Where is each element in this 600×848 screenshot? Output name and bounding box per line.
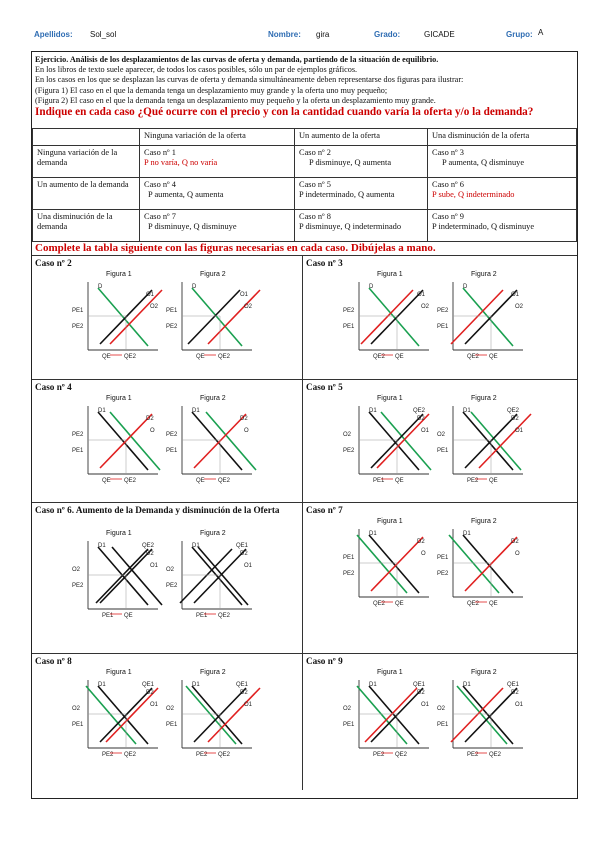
graph-label-pe2: PE2 — [467, 752, 479, 758]
case-result: P disminuye, Q aumenta — [309, 158, 392, 167]
case-figure-cell — [303, 255, 577, 379]
case-figure-title: Caso nº 7 — [306, 505, 343, 515]
supply-curve — [451, 688, 503, 742]
case-cell[interactable] — [295, 146, 428, 178]
graph-label-d2: D2 — [511, 690, 519, 696]
case-cell[interactable] — [140, 210, 295, 242]
graph-label-pe2: PE2 — [373, 752, 385, 758]
graph-label-o1: O1 — [417, 292, 426, 298]
case-figure-title: Caso nº 4 — [35, 382, 72, 392]
figure-title: Figura 2 — [471, 395, 497, 402]
case-cell[interactable] — [140, 146, 295, 178]
apellidos-label: Apellidos: — [34, 30, 73, 39]
graph-label-qe2: QE2 — [124, 752, 137, 758]
graph-label-d: D — [369, 284, 374, 290]
graph-label-pe1: PE1 — [102, 613, 114, 619]
graph-label-qe: QE — [124, 613, 133, 619]
supply-curve — [188, 290, 240, 344]
graph-label-qe2: QE2 — [124, 478, 137, 484]
graph-label-qe2: QE2 — [373, 354, 386, 360]
case-figures-svg — [32, 654, 303, 791]
graph-label-qe1: QE1 — [236, 682, 249, 688]
case-figures-svg — [303, 256, 577, 380]
case-cell[interactable] — [295, 210, 428, 242]
graph-label-qe: QE — [102, 354, 111, 360]
graph-label-qe2: QE2 — [218, 354, 231, 360]
table-header-row — [33, 129, 577, 146]
graph-label-o: O — [244, 428, 249, 434]
graph-label-qe2: QE2 — [142, 543, 155, 549]
figure-2 — [166, 271, 260, 360]
grupo-value[interactable]: A — [538, 28, 544, 37]
figure-title: Figura 1 — [106, 271, 132, 278]
case-number: Caso nº 1 — [144, 148, 176, 157]
case-figure-title: Caso nº 5 — [306, 382, 343, 392]
figure-1 — [72, 669, 159, 758]
graph-label-d1: D1 — [192, 682, 200, 688]
graph-label-o1: O1 — [150, 702, 159, 708]
exercise-title: Ejercicio. Análisis de los desplazamientos de las curvas de oferta y demanda, partiendo de la situación de equilibrio. — [35, 55, 439, 64]
question-line — [35, 106, 575, 119]
graph-label-pe1: PE1 — [72, 308, 84, 314]
figure-title: Figura 1 — [106, 669, 132, 676]
graph-label-d1: D1 — [463, 682, 471, 688]
figure-title: Figura 2 — [200, 530, 226, 537]
case-number: Caso nº 6 — [432, 180, 464, 189]
figure-1 — [72, 271, 162, 360]
graph-label-pe2: PE2 — [343, 308, 355, 314]
case-cell[interactable] — [140, 178, 295, 210]
graph-label-qe2: QE2 — [467, 601, 480, 607]
graph-label-pe1: PE1 — [437, 448, 449, 454]
case-figure-cell — [32, 255, 303, 379]
graph-label-d1: D1 — [369, 531, 377, 537]
graph-label-qe2: QE2 — [507, 408, 520, 414]
graph-label-o1: O1 — [421, 428, 430, 434]
graph-label-pe1: PE1 — [343, 722, 355, 728]
graph-label-o2: O2 — [437, 706, 446, 712]
graph-label-o2: O2 — [244, 304, 253, 310]
graph-label-o2: O2 — [343, 706, 352, 712]
nombre-value[interactable]: gira — [316, 30, 330, 39]
figure-2 — [437, 518, 523, 607]
figure-2 — [166, 530, 253, 619]
graph-label-pe1: PE1 — [343, 555, 355, 561]
graph-label-o1: O1 — [240, 292, 249, 298]
supply-curve — [377, 414, 429, 468]
table-header-cell: Una disminución de la oferta — [428, 129, 577, 146]
figure-1 — [72, 530, 162, 619]
graph-label-pe1: PE1 — [343, 324, 355, 330]
graph-label-qe: QE — [395, 478, 404, 484]
case-figure-cell — [303, 502, 577, 653]
case-number: Caso nº 3 — [432, 148, 464, 157]
grado-label: Grado: — [374, 30, 401, 39]
graph-label-qe2: QE2 — [395, 752, 408, 758]
figure-2 — [437, 395, 531, 484]
figure-2 — [437, 669, 524, 758]
apellidos-value[interactable]: Sol_sol — [90, 30, 117, 39]
graph-label-pe2: PE2 — [72, 324, 84, 330]
graph-label-pe2: PE2 — [437, 308, 449, 314]
case-figure-cell — [32, 502, 303, 653]
case-figures-svg — [303, 380, 577, 503]
graph-label-qe1: QE1 — [236, 543, 249, 549]
question-a: Indique en cada caso — [35, 106, 138, 119]
graph-label-d1: D1 — [98, 543, 106, 549]
graph-label-qe2: QE2 — [218, 478, 231, 484]
graph-label-qe2: QE2 — [373, 601, 386, 607]
supply-curve — [110, 290, 162, 344]
case-cell[interactable] — [295, 178, 428, 210]
case-figures-svg — [32, 503, 303, 654]
graph-label-pe2: PE2 — [166, 324, 178, 330]
figure-title: Figura 1 — [377, 271, 403, 278]
case-number: Caso nº 8 — [299, 212, 331, 221]
graph-label-o2: O2 — [437, 432, 446, 438]
graph-label-d2: D2 — [146, 690, 154, 696]
graph-label-d2: D2 — [511, 539, 519, 545]
case-figure-title: Caso nº 9 — [306, 656, 343, 666]
figure-1 — [343, 518, 429, 607]
case-number: Caso nº 9 — [432, 212, 464, 221]
case-figure-cell — [303, 379, 577, 502]
case-figure-title: Caso nº 2 — [35, 258, 72, 268]
graph-label-d: D — [463, 284, 468, 290]
exercise-frame — [31, 51, 578, 799]
figure-title: Figura 2 — [200, 271, 226, 278]
case-result: P sube, Q indeterminado — [432, 190, 515, 199]
figure-title: Figura 2 — [200, 395, 226, 402]
table-row — [33, 146, 577, 178]
intro-line: En los casos en los que se desplazan las curvas de oferta y demanda simultáneamente deben representarse dos figuras para ilustrar: — [35, 75, 464, 85]
graph-label-d2: D2 — [146, 416, 154, 422]
figure-2 — [166, 669, 260, 758]
demand-curve — [186, 686, 236, 744]
row-label: Un aumento de la demanda — [33, 178, 140, 210]
graph-label-d1: D1 — [98, 408, 106, 414]
figure-title: Figura 1 — [377, 395, 403, 402]
graph-label-d1: D1 — [369, 408, 377, 414]
graph-label-d2: D2 — [240, 551, 248, 557]
graph-label-o1: O1 — [244, 702, 253, 708]
graph-label-o2: O2 — [421, 304, 430, 310]
graph-label-o1: O1 — [511, 292, 520, 298]
graph-label-o: O — [150, 428, 155, 434]
graph-label-d1: D1 — [369, 682, 377, 688]
graph-label-d2: D2 — [417, 416, 425, 422]
case-figures-svg — [32, 380, 303, 503]
case-figure-title: Caso nº 8 — [35, 656, 72, 666]
case-result: P aumenta, Q aumenta — [148, 190, 224, 199]
graph-label-qe1: QE1 — [142, 682, 155, 688]
graph-label-d: D — [98, 284, 103, 290]
case-result: P disminuye, Q disminuye — [148, 222, 237, 231]
graph-label-pe2: PE2 — [72, 583, 84, 589]
question-b: ¿Qué ocurre con el precio y con la cantidad cuando varía la oferta y/o la demanda? — [137, 106, 534, 119]
figure-title: Figura 2 — [471, 271, 497, 278]
figure-1 — [72, 395, 160, 484]
table-row — [33, 210, 577, 242]
demand-curve — [86, 686, 136, 744]
demand-curve — [457, 686, 507, 744]
table-header-cell: Un aumento de la oferta — [295, 129, 428, 146]
case-figure-cell — [32, 379, 303, 502]
graph-label-pe1: PE1 — [166, 448, 178, 454]
graph-label-qe2: QE2 — [218, 613, 231, 619]
graph-label-qe: QE — [489, 601, 498, 607]
case-number: Caso nº 7 — [144, 212, 176, 221]
graph-label-o1: O1 — [515, 428, 524, 434]
table-header-cell: Ninguna variación de la oferta — [140, 129, 295, 146]
graph-label-o2: O2 — [515, 304, 524, 310]
graph-label-qe: QE — [489, 354, 498, 360]
graph-label-d: D — [192, 284, 197, 290]
case-number: Caso nº 2 — [299, 148, 331, 157]
figure-title: Figura 1 — [377, 518, 403, 525]
graph-label-pe1: PE1 — [437, 555, 449, 561]
graph-label-o2: O2 — [343, 432, 352, 438]
figure-title: Figura 1 — [106, 530, 132, 537]
graph-label-o2: O2 — [150, 304, 159, 310]
figure-title: Figura 2 — [471, 669, 497, 676]
case-figure-cell — [303, 653, 577, 790]
figure-title: Figura 1 — [377, 669, 403, 676]
graph-label-d2: D2 — [240, 690, 248, 696]
case-result: P indeterminado, Q disminuye — [432, 222, 535, 231]
graph-label-o1: O1 — [515, 702, 524, 708]
demand-curve — [357, 535, 407, 593]
case-figure-title: Caso nº 3 — [306, 258, 343, 268]
graph-label-o: O — [515, 551, 520, 557]
figure-1 — [343, 395, 431, 484]
intro-block — [35, 55, 575, 119]
case-cell[interactable] — [428, 178, 577, 210]
graph-label-d1: D1 — [192, 543, 200, 549]
case-result: P aumenta, Q disminuye — [442, 158, 525, 167]
graph-label-qe: QE — [196, 478, 205, 484]
graph-label-o: O — [421, 551, 426, 557]
graph-label-d1: D1 — [463, 531, 471, 537]
graph-label-d2: D2 — [146, 551, 154, 557]
demand-curve — [357, 686, 407, 744]
graph-label-pe1: PE1 — [166, 308, 178, 314]
graph-label-pe1: PE1 — [373, 478, 385, 484]
case-number: Caso nº 4 — [144, 180, 176, 189]
figure-title: Figura 2 — [471, 518, 497, 525]
graph-label-pe2: PE2 — [166, 583, 178, 589]
figure-2 — [437, 271, 524, 360]
intro-line: (Figura 1) El caso en el que la demanda tenga un desplazamiento muy grande y la oferta uno muy pequeño; — [35, 85, 388, 95]
graph-label-qe: QE — [395, 601, 404, 607]
graph-label-pe2: PE2 — [467, 478, 479, 484]
case-number: Caso nº 5 — [299, 180, 331, 189]
graph-label-qe2: QE2 — [489, 752, 502, 758]
graph-label-qe2: QE2 — [467, 354, 480, 360]
row-label: Ninguna variación de la demanda — [33, 146, 140, 178]
case-figures-svg — [303, 503, 577, 654]
complete-instruction: Complete la tabla siguiente con las figuras necesarias en cada caso. Dibújelas a mano. — [35, 242, 436, 254]
graph-label-pe2: PE2 — [166, 432, 178, 438]
table-header-cell — [33, 129, 140, 146]
nombre-label: Nombre: — [268, 30, 301, 39]
graph-label-qe1: QE1 — [413, 682, 426, 688]
supply-curve — [106, 688, 158, 742]
table-row — [33, 178, 577, 210]
graph-label-pe1: PE1 — [196, 613, 208, 619]
cases-table — [32, 128, 577, 242]
supply-curve — [361, 290, 413, 344]
graph-label-o2: O2 — [72, 706, 81, 712]
graph-label-d1: D1 — [98, 682, 106, 688]
graph-label-o2: O2 — [72, 567, 81, 573]
graph-label-pe2: PE2 — [343, 448, 355, 454]
graph-label-qe2: QE2 — [124, 354, 137, 360]
graph-label-d2: D2 — [511, 416, 519, 422]
student-header — [34, 30, 574, 44]
case-figures-svg — [303, 654, 577, 791]
graph-label-d2: D2 — [417, 539, 425, 545]
graph-label-qe: QE — [196, 354, 205, 360]
graph-label-d2: D2 — [240, 416, 248, 422]
graph-label-d2: D2 — [417, 690, 425, 696]
graph-label-pe2: PE2 — [72, 432, 84, 438]
case-result: P indeterminado, Q aumenta — [299, 190, 395, 199]
case-figure-title: Caso nº 6. Aumento de la Demanda y disminución de la Oferta — [35, 505, 280, 515]
demand-curve — [112, 547, 162, 605]
graph-label-o1: O1 — [421, 702, 430, 708]
graph-label-pe2: PE2 — [437, 571, 449, 577]
graph-label-pe1: PE1 — [166, 722, 178, 728]
case-cell[interactable] — [428, 146, 577, 178]
graph-label-d1: D1 — [192, 408, 200, 414]
graph-label-pe1: PE1 — [72, 722, 84, 728]
demand-curve — [206, 412, 256, 470]
graph-label-pe2: PE2 — [343, 571, 355, 577]
figure-1 — [343, 669, 430, 758]
graph-label-pe2: PE2 — [102, 752, 114, 758]
graph-label-o1: O1 — [244, 563, 253, 569]
figure-1 — [343, 271, 430, 360]
graph-label-qe1: QE1 — [507, 682, 520, 688]
graph-label-qe: QE — [489, 478, 498, 484]
case-result: P no varía, Q no varía — [144, 158, 218, 167]
grado-value[interactable]: GICADE — [424, 30, 455, 39]
graph-label-pe1: PE1 — [437, 722, 449, 728]
supply-curve — [365, 688, 417, 742]
case-figures-svg — [32, 256, 303, 380]
graph-label-d1: D1 — [463, 408, 471, 414]
figure-title: Figura 1 — [106, 395, 132, 402]
graph-label-pe1: PE1 — [72, 448, 84, 454]
grupo-label: Grupo: — [506, 30, 533, 39]
figure-2 — [166, 395, 256, 484]
graph-label-pe2: PE2 — [196, 752, 208, 758]
case-cell[interactable] — [428, 210, 577, 242]
graph-label-pe1: PE1 — [437, 324, 449, 330]
graph-label-qe: QE — [395, 354, 404, 360]
intro-line: (Figura 2) El caso en el que la demanda tenga un desplazamiento muy pequeño y la oferta un desplazamiento muy grande. — [35, 95, 436, 105]
figure-title: Figura 2 — [200, 669, 226, 676]
graph-label-qe2: QE2 — [218, 752, 231, 758]
graph-label-o1: O1 — [150, 563, 159, 569]
intro-line: En los libros de texto suele aparecer, de todos los casos posibles, sólo un par de ejemplos gráficos. — [35, 65, 358, 75]
graph-label-qe: QE — [102, 478, 111, 484]
case-result: P disminuye, Q indeterminado — [299, 222, 402, 231]
supply-curve — [451, 290, 503, 344]
graph-label-o1: O1 — [146, 292, 155, 298]
graph-label-o2: O2 — [166, 706, 175, 712]
graph-label-o2: O2 — [166, 567, 175, 573]
case-figure-cell — [32, 653, 303, 790]
graph-label-qe2: QE2 — [413, 408, 426, 414]
row-label: Una disminución de la demanda — [33, 210, 140, 242]
